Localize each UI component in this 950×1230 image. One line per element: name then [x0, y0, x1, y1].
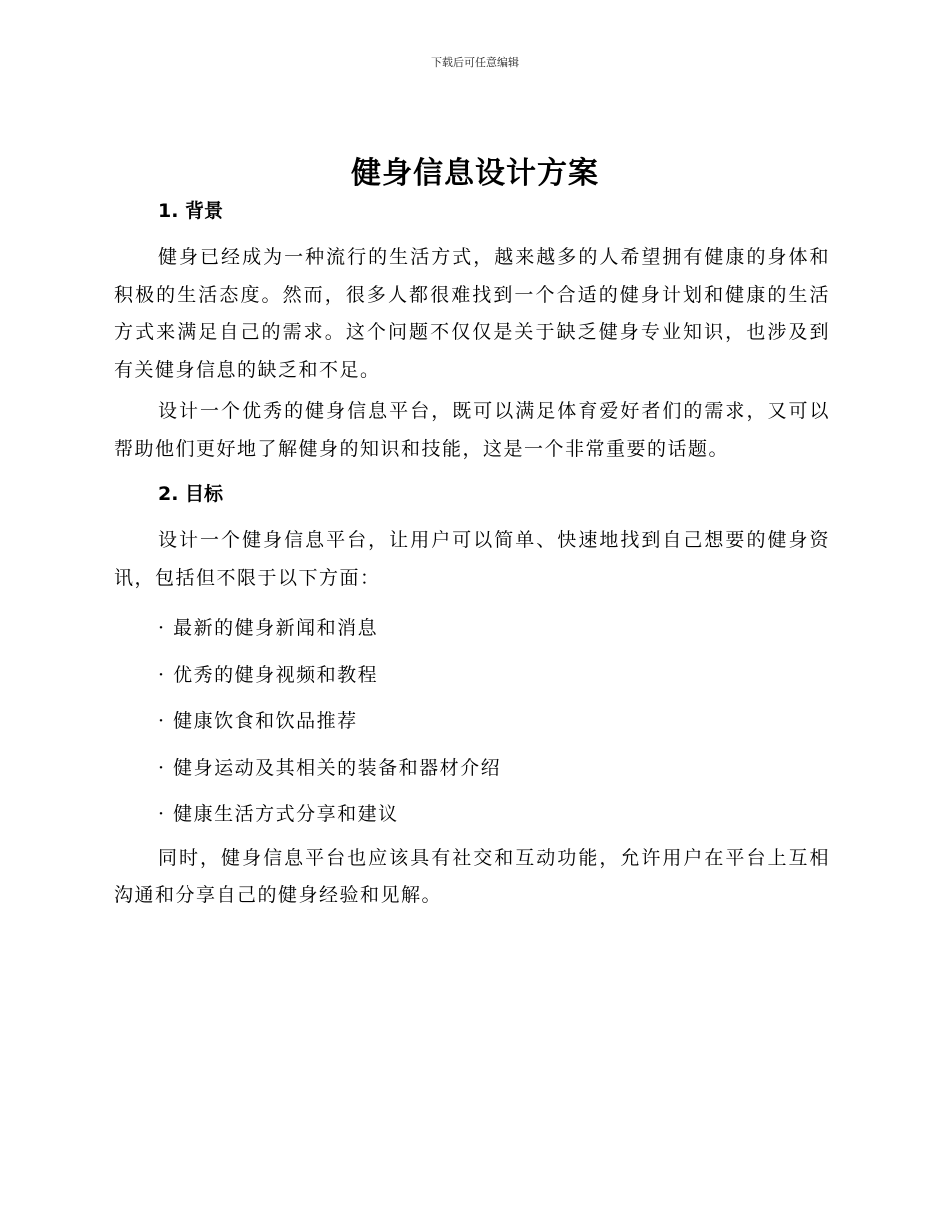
- paragraph-background-1: 健身已经成为一种流行的生活方式，越来越多的人希望拥有健康的身体和积极的生活态度。然而，很多人都很难找到一个合适的健身计划和健康的生活方式来满足自己的需求。这个问题不仅仅是关于缺乏健身专业知识，也涉及到有关健身信息的缺乏和不足。: [114, 246, 830, 381]
- list-item: · 最新的健身新闻和消息: [158, 617, 379, 639]
- goal-bullet-list: [114, 605, 830, 838]
- paragraph-goal-2: 同时，健身信息平台也应该具有社交和互动功能，允许用户在平台上互相沟通和分享自己的健身经验和见解。: [114, 846, 830, 906]
- section-heading-background: 1. 背景: [158, 200, 224, 222]
- document-body: [114, 196, 830, 915]
- paragraph-background-2: 设计一个优秀的健身信息平台，既可以满足体育爱好者们的需求，又可以帮助他们更好地了解健身的知识和技能，这是一个非常重要的话题。: [114, 400, 830, 460]
- paragraph-goal-1: 设计一个健身信息平台，让用户可以简单、快速地找到自己想要的健身资讯，包括但不限于以下方面：: [114, 529, 830, 589]
- list-item: · 健身运动及其相关的装备和器材介绍: [158, 756, 502, 779]
- list-item: · 健康生活方式分享和建议: [158, 803, 399, 825]
- section-heading-goal: 2. 目标: [158, 483, 224, 505]
- document-title: 健身信息设计方案: [351, 156, 599, 191]
- header-note: 下载后可任意编辑: [431, 56, 519, 69]
- list-item: · 健康饮食和饮品推荐: [158, 710, 358, 732]
- list-item: · 优秀的健身视频和教程: [158, 663, 379, 686]
